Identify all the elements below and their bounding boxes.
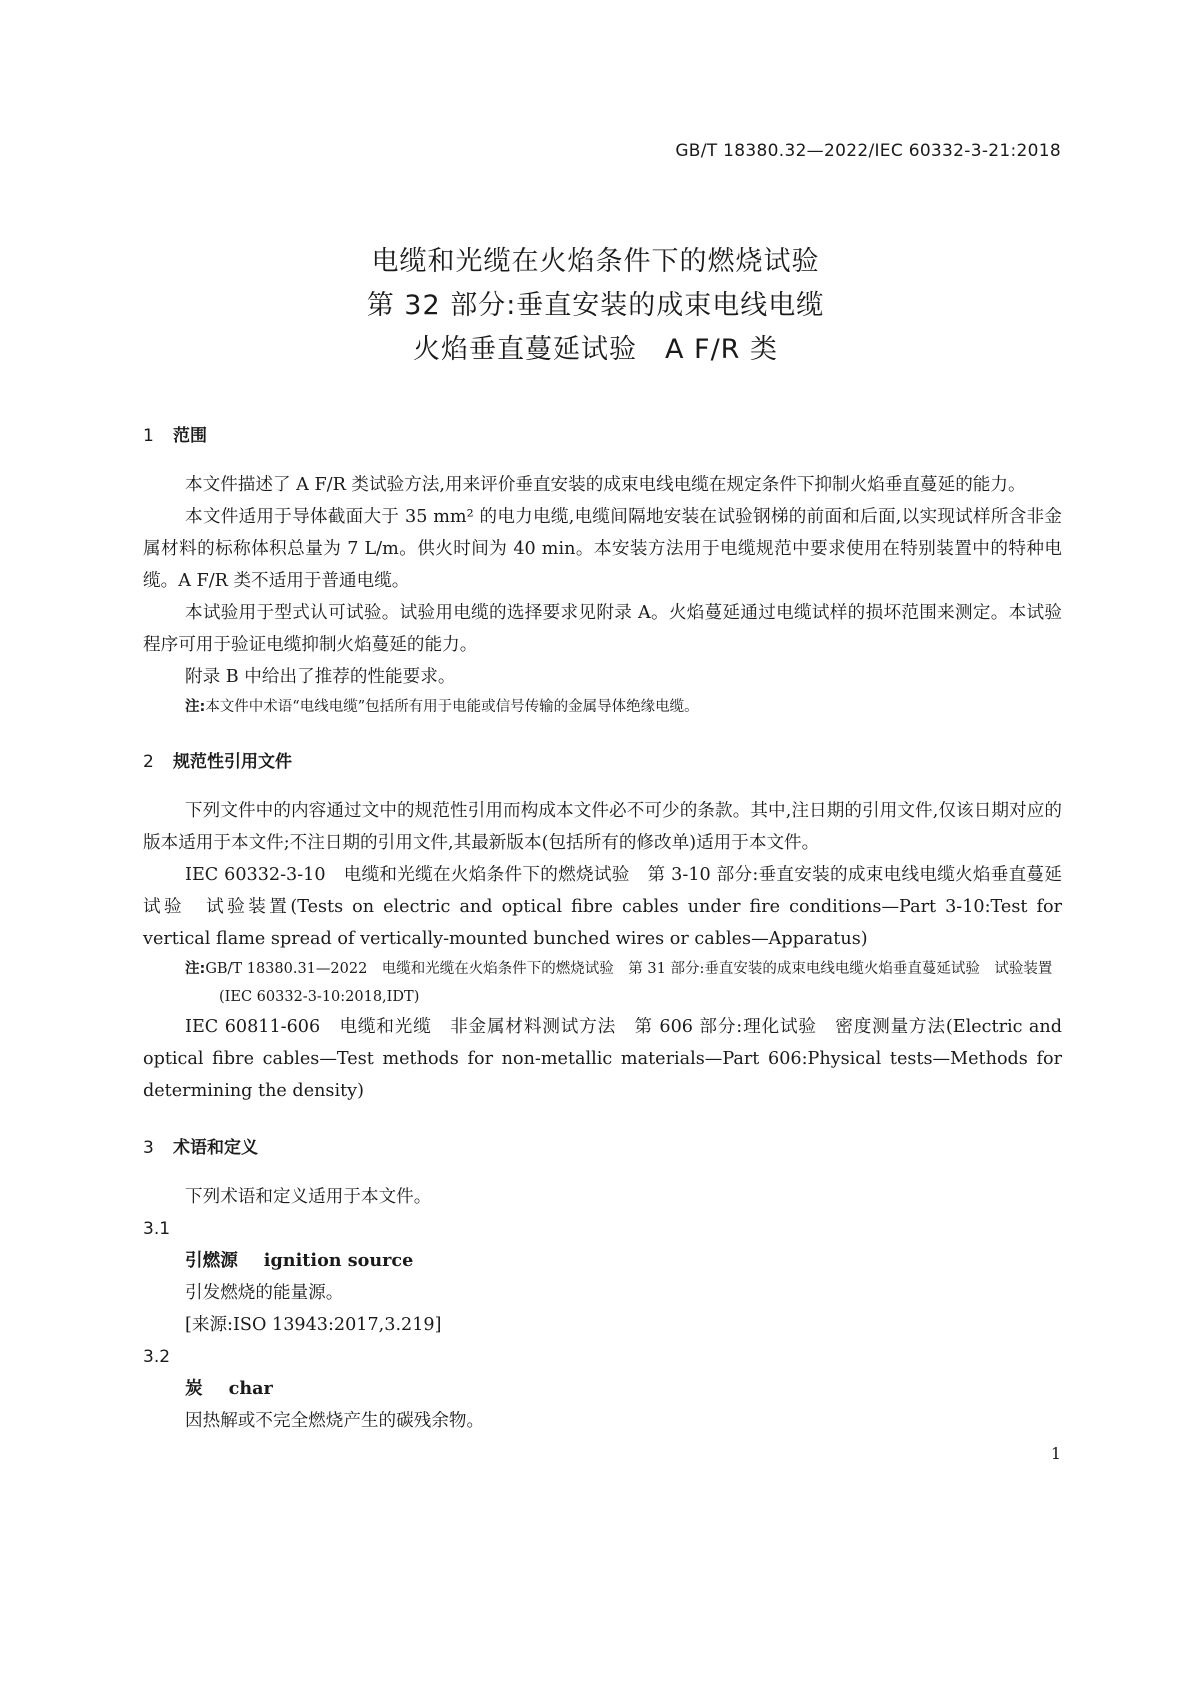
page-number: 1 (1050, 1444, 1061, 1463)
note-text: GB/T 18380.31—2022 电缆和光缆在火焰条件下的燃烧试验 第 31 部分:垂直安装的成束电线电缆火焰垂直蔓延试验 试验装置(IEC 60332-3-10:2018,IDT) (205, 961, 1053, 1005)
standard-number-header (675, 141, 1061, 161)
term-zh: 炭 (185, 1379, 203, 1399)
note-label: 注: (185, 699, 206, 715)
title-line-2: 第 32 部分:垂直安装的成束电线电缆 (366, 290, 825, 321)
standard-number: GB/T 18380.32—2022/IEC 60332-3-21:2018 (675, 141, 1061, 161)
reference-entry: IEC 60332-3-10 电缆和光缆在火焰条件下的燃烧试验 第 3-10 部分:垂直安装的成束电线电缆火焰垂直蔓延试验 试验装置(Tests on electric and optical fibre cables under fire conditions—Part 3-10:Test for vertical flame spread of vertically-mounted bunched wires or cables—Apparatus) (143, 865, 1062, 949)
paragraph: 下列术语和定义适用于本文件。 (185, 1187, 432, 1207)
paragraph: 下列文件中的内容通过文中的规范性引用而构成本文件必不可少的条款。其中,注日期的引用文件,仅该日期对应的版本适用于本文件;不注日期的引用文件,其最新版本(包括所有的修改单)适用于本文件。 (143, 801, 1062, 853)
document-title (0, 240, 1191, 372)
note (143, 955, 1062, 1011)
paragraph: 本试验用于型式认可试验。试验用电缆的选择要求见附录 A。火焰蔓延通过电缆试样的损坏范围来测定。本试验程序可用于验证电缆抑制火焰蔓延的能力。 (143, 603, 1062, 655)
section-title: 范围 (173, 426, 207, 446)
term-definition: 引发燃烧的能量源。 (185, 1283, 344, 1303)
section-1-heading (143, 425, 1062, 447)
reference-entry: IEC 60811-606 电缆和光缆 非金属材料测试方法 第 606 部分:理化试验 密度测量方法(Electric and optical fibre cables—Test methods for non-metallic materials—Part 606:Physical tests—Methods for determining the density) (143, 1017, 1062, 1101)
term-source: [来源:ISO 13943:2017,3.219] (185, 1315, 442, 1335)
paragraph: 本文件适用于导体截面大于 35 mm² 的电力电缆,电缆间隔地安装在试验钢梯的前面和后面,以实现试样所含非金属材料的标称体积总量为 7 L/m。供火时间为 40 min。本安装方法用于电缆规范中要求使用在特别装置中的特种电缆。A F/R 类不适用于普通电缆。 (143, 507, 1062, 591)
document-body (143, 425, 1062, 1437)
term-number: 3.1 (143, 1219, 171, 1239)
title-line-1: 电缆和光缆在火焰条件下的燃烧试验 (371, 246, 820, 277)
section-3-heading (143, 1137, 1062, 1159)
term-name (143, 1245, 1062, 1277)
note-label: 注: (185, 961, 206, 977)
note-text: 本文件中术语“电线电缆”包括所有用于电能或信号传输的金属导体绝缘电缆。 (205, 699, 699, 715)
title-line-3: 火焰垂直蔓延试验 A F/R 类 (412, 334, 779, 365)
section-number: 2 (143, 752, 154, 772)
term-number: 3.2 (143, 1347, 171, 1367)
term-name (143, 1373, 1062, 1405)
paragraph: 附录 B 中给出了推荐的性能要求。 (185, 667, 456, 687)
term-definition: 因热解或不完全燃烧产生的碳残余物。 (185, 1411, 485, 1431)
section-number: 1 (143, 426, 154, 446)
paragraph: 本文件描述了 A F/R 类试验方法,用来评价垂直安装的成束电线电缆在规定条件下抑制火焰垂直蔓延的能力。 (185, 475, 1026, 495)
section-title: 规范性引用文件 (173, 752, 292, 772)
note (143, 693, 1062, 721)
section-2-heading (143, 751, 1062, 773)
term-en: char (228, 1378, 273, 1399)
section-title: 术语和定义 (173, 1138, 258, 1158)
section-number: 3 (143, 1138, 154, 1158)
term-en: ignition source (263, 1250, 414, 1271)
term-zh: 引燃源 (185, 1251, 238, 1271)
